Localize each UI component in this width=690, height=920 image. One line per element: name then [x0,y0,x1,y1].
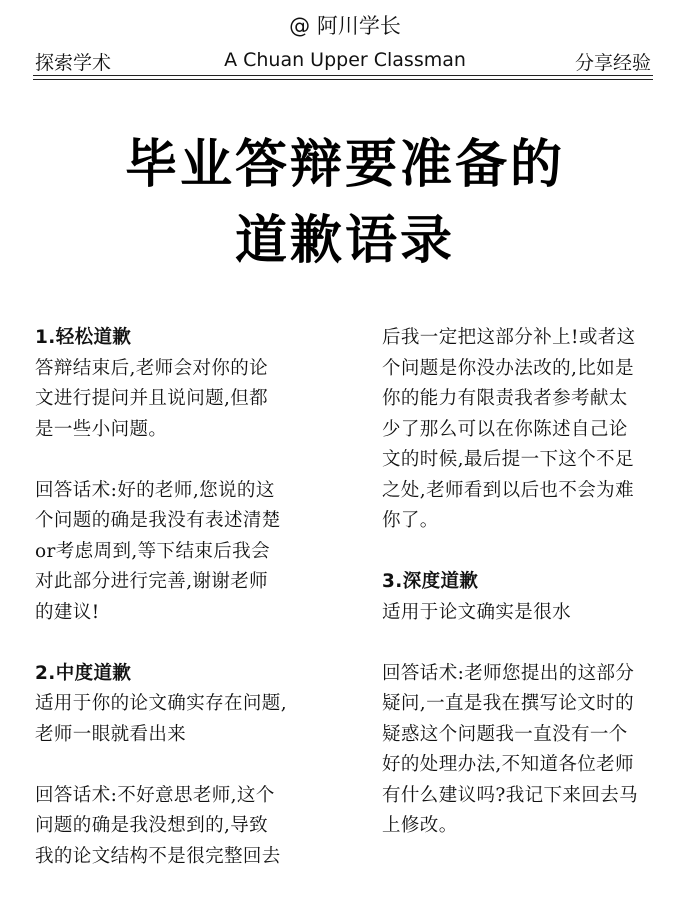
paragraph-gap [35,750,325,781]
section-1-title: 1.轻松道歉 [35,327,132,348]
author-handle: @ 阿川学长 [289,14,401,38]
header-left-label: 探索学术 [35,52,112,74]
section-2-answer-continued: 后我一定把这部分补上!或者这 个问题是你没办法改的,比如是 你的能力有限责我者参考献太 少了那么可以在你陈述自己论 文的时候,最后提一下这个不足 之处,老师看到以后也不会为难 你了。 [382,327,636,531]
left-column [35,323,325,872]
page-header [0,0,690,82]
section-2-description: 适用于你的论文确实存在问题, 老师一眼就看出来 [35,693,287,745]
page-title-line-2: 道歉语录 [234,211,455,271]
page-title-line-1: 毕业答辩要准备的 [124,135,565,195]
header-right-label: 分享经验 [574,52,651,74]
paragraph-gap [35,445,325,476]
section-3-title: 3.深度道歉 [382,571,479,592]
section-3-answer: 回答话术:老师您提出的这部分 疑问,一直是我在撰写论文时的 疑惑这个问题我一直没有一个 好的处理办法,不知道各位老师 有什么建议吗?我记下来回去马 上修改。 [382,662,639,836]
header-center-label: A Chuan Upper Classman [224,49,466,71]
paragraph-gap [35,628,325,659]
header-rule-thin [33,79,653,80]
section-3-description: 适用于论文确实是很水 [382,601,572,623]
right-column [382,323,672,842]
paragraph-gap [382,628,672,659]
section-1-answer: 回答话术:好的老师,您说的这 个问题的确是我没有表述清楚 or考虑周到,等下结束后我会 对此部分进行完善,谢谢老师 的建议! [35,479,281,623]
section-2-answer: 回答话术:不好意思老师,这个 问题的确是我没想到的,导致 我的论文结构不是很完整回去 [35,784,281,867]
header-rule-thick [33,75,653,76]
paragraph-gap [382,537,672,568]
section-2-title: 2.中度道歉 [35,662,132,684]
section-1-description: 答辩结束后,老师会对你的论 文进行提问并且说问题,但都 是一些小问题。 [35,357,269,440]
